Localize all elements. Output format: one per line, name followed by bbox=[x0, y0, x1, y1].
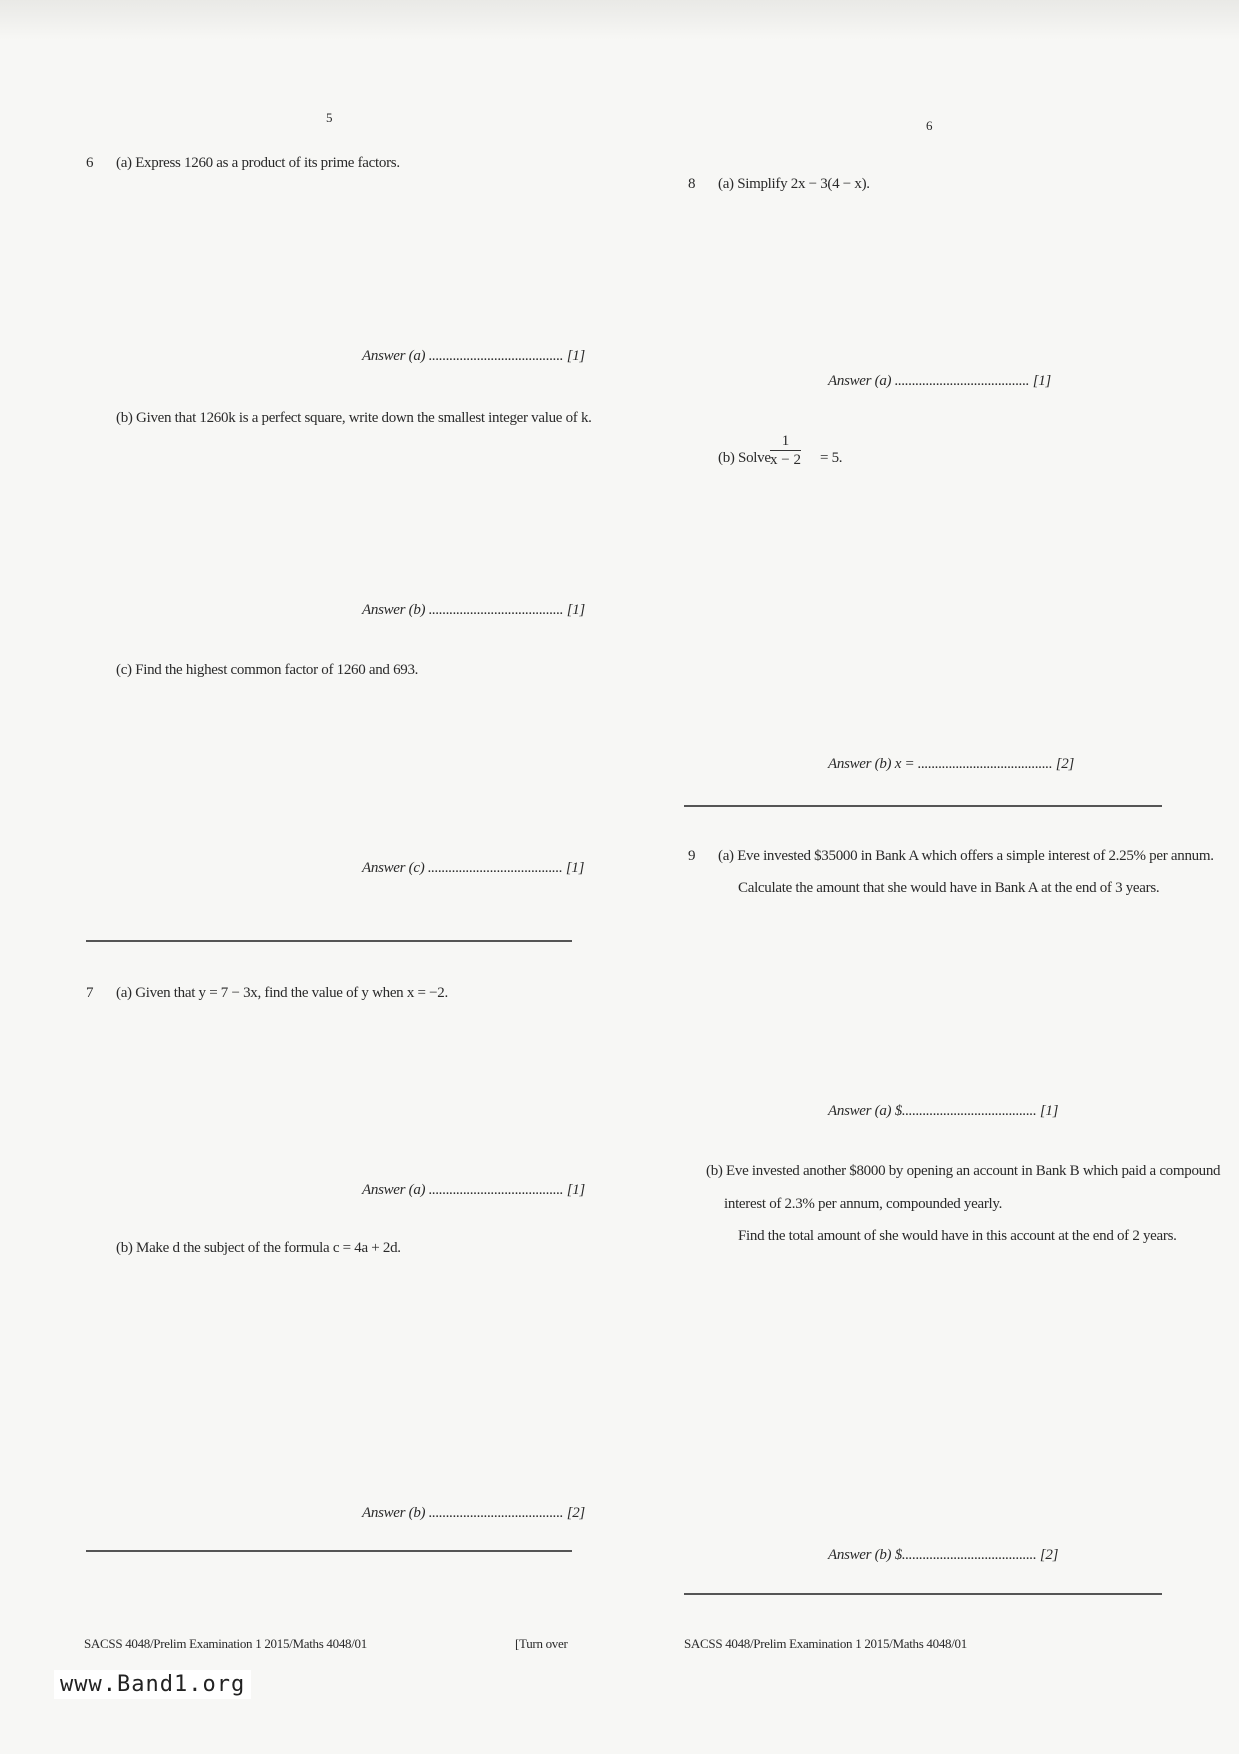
question-9a-text-line1: (a) Eve invested $35000 in Bank A which offers a simple interest of 2.25% per annum. bbox=[718, 848, 1214, 864]
fraction bbox=[770, 432, 801, 469]
answer-6c-line: Answer (c) ....................................... [1] bbox=[362, 860, 585, 876]
question-6b-text: (b) Given that 1260k is a perfect square, write down the smallest integer value of k. bbox=[116, 410, 592, 426]
question-7-number: 7 bbox=[86, 985, 94, 1001]
answer-8a-line: Answer (a) ....................................... [1] bbox=[828, 373, 1051, 389]
answer-6b-line: Answer (b) ....................................... [1] bbox=[362, 602, 585, 618]
page-number-left: 5 bbox=[326, 110, 333, 125]
footer-right: SACSS 4048/Prelim Examination 1 2015/Maths 4048/01 bbox=[684, 1636, 967, 1651]
question-6c-text: (c) Find the highest common factor of 1260 and 693. bbox=[116, 662, 419, 678]
watermark-link[interactable]: www.Band1.org bbox=[54, 1670, 251, 1699]
question-9-number: 9 bbox=[688, 848, 696, 864]
scan-shadow bbox=[0, 0, 1239, 40]
fraction-numerator: 1 bbox=[770, 432, 801, 451]
question-7a-text: (a) Given that y = 7 − 3x, find the value of y when x = −2. bbox=[116, 985, 448, 1001]
question-7b-text: (b) Make d the subject of the formula c = 4a + 2d. bbox=[116, 1240, 401, 1256]
turn-over: [Turn over bbox=[515, 1636, 568, 1651]
section-divider bbox=[86, 940, 572, 942]
answer-9b-line: Answer (b) $....................................... [2] bbox=[828, 1547, 1059, 1563]
fraction-denominator: x − 2 bbox=[770, 452, 801, 468]
answer-8b-line: Answer (b) x = ....................................... [2] bbox=[828, 756, 1075, 772]
question-9b-text-line2: interest of 2.3% per annum, compounded yearly. bbox=[724, 1196, 1003, 1212]
section-divider bbox=[684, 805, 1162, 807]
answer-9a-line: Answer (a) $....................................... [1] bbox=[828, 1103, 1059, 1119]
page-number-right: 6 bbox=[926, 118, 933, 133]
question-9a-text-line2: Calculate the amount that she would have in Bank A at the end of 3 years. bbox=[738, 880, 1160, 896]
answer-7b-line: Answer (b) ....................................... [2] bbox=[362, 1505, 585, 1521]
section-divider bbox=[684, 1593, 1162, 1595]
question-8b-eq: = 5. bbox=[820, 450, 843, 466]
answer-7a-line: Answer (a) ....................................... [1] bbox=[362, 1182, 585, 1198]
answer-6a-line: Answer (a) ....................................... [1] bbox=[362, 348, 585, 364]
question-8-number: 8 bbox=[688, 176, 696, 192]
question-9b-text-line1: (b) Eve invested another $8000 by opening an account in Bank B which paid a compound bbox=[706, 1163, 1221, 1179]
question-6a-text: (a) Express 1260 as a product of its prime factors. bbox=[116, 155, 400, 171]
question-6-number: 6 bbox=[86, 155, 94, 171]
question-8a-text: (a) Simplify 2x − 3(4 − x). bbox=[718, 176, 870, 192]
question-9b-text-line3: Find the total amount of she would have in this account at the end of 2 years. bbox=[738, 1228, 1177, 1244]
footer-left: SACSS 4048/Prelim Examination 1 2015/Maths 4048/01 bbox=[84, 1636, 367, 1651]
question-8b-label: (b) Solve bbox=[718, 450, 771, 466]
section-divider bbox=[86, 1550, 572, 1552]
